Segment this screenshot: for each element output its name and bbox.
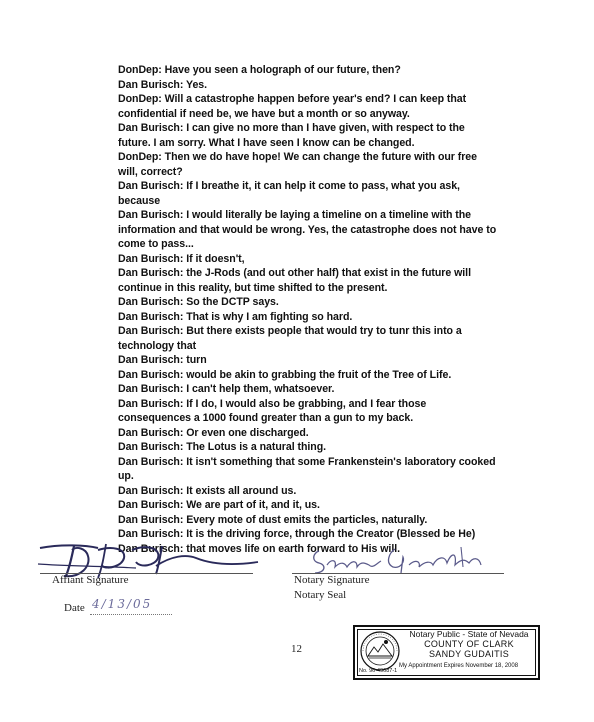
transcript-line: DonDep: Will a catastrophe happen before year's end? I can keep that confidential if need be, we have but a month or so anyway.	[118, 93, 467, 120]
transcript-line: Dan Burisch: Or even one discharged.	[118, 426, 309, 439]
notary-signature-label: Notary Signature	[294, 574, 370, 586]
transcript-line: Dan Burisch: I can't help them, whatsoever.	[118, 383, 335, 395]
transcript-line: DonDep: Have you seen a holograph of our future, then?	[118, 64, 401, 76]
transcript-line: Dan Burisch: But there exists people that would try to tunr this into a technology that	[118, 325, 462, 352]
notary-stamp	[353, 625, 540, 680]
stamp-line-expiry: My Appointment Expires November 18, 2008	[399, 663, 519, 669]
stamp-line-name: SANDY GUDAITIS	[428, 649, 510, 659]
transcript-line: Dan Burisch: It is the driving force, through the Creator (Blessed be He)	[118, 528, 476, 540]
transcript-line: Dan Burisch: It exists all around us.	[118, 484, 297, 497]
date-value: 4/13/05	[92, 597, 153, 611]
chat-transcript	[118, 63, 498, 556]
transcript-line: Dan Burisch: would be akin to grabbing the fruit of the Tree of Life.	[118, 368, 452, 381]
transcript-line: Dan Burisch: I can give no more than I have given, with respect to the future. I am sorry. What I have seen I know can be changed.	[118, 122, 465, 149]
stamp-line-county: COUNTY OF CLARK	[424, 639, 514, 649]
transcript-line: Dan Burisch: That is why I am fighting so hard.	[118, 310, 353, 323]
state-seal-icon	[359, 630, 401, 672]
page-number: 12	[291, 643, 302, 655]
transcript-line: Dan Burisch: We are part of it, and it, us.	[118, 499, 320, 511]
notary-handwritten-signature	[305, 543, 505, 577]
transcript-line: DonDep: Then we do have hope! We can change the future with our free will, correct?	[118, 151, 477, 178]
stamp-line-notary-public: Notary Public - State of Nevada	[409, 629, 529, 639]
transcript-line: Dan Burisch: turn	[118, 354, 207, 366]
transcript-line: Dan Burisch: It isn't something that some Frankenstein's laboratory cooked up.	[118, 455, 496, 482]
transcript-line: Dan Burisch: Every mote of dust emits the particles, naturally.	[118, 513, 428, 526]
transcript-line: Dan Burisch: If it doesn't,	[118, 252, 245, 265]
transcript-line: Dan Burisch: the J-Rods (and out other half) that exist in the future will continue in this reality, but time shifted to the present.	[118, 267, 471, 294]
transcript-line: Dan Burisch: If I do, I would also be grabbing, and I fear those consequences a 1000 found greater than a gun to my back.	[118, 397, 427, 424]
transcript-line: Dan Burisch: Yes.	[118, 78, 208, 91]
transcript-line: Dan Burisch: The Lotus is a natural thing.	[118, 441, 327, 453]
date-line	[90, 614, 172, 615]
transcript-line: Dan Burisch: that moves life on earth forward to His will.	[118, 542, 400, 555]
date-label: Date	[64, 602, 85, 614]
stamp-number: No. 96-49687-1	[359, 668, 398, 674]
notary-seal-label: Notary Seal	[294, 589, 347, 601]
transcript-line: Dan Burisch: So the DCTP says.	[118, 296, 279, 308]
transcript-line: Dan Burisch: I would literally be laying a timeline on a timeline with the information and that would be wrong. Yes, the catastrophe does not have to come to pass...	[118, 209, 497, 250]
transcript-line: Dan Burisch: If I breathe it, it can help it come to pass, what you ask, because	[118, 180, 460, 207]
affiant-signature-label: Affiant Signature	[52, 574, 129, 586]
